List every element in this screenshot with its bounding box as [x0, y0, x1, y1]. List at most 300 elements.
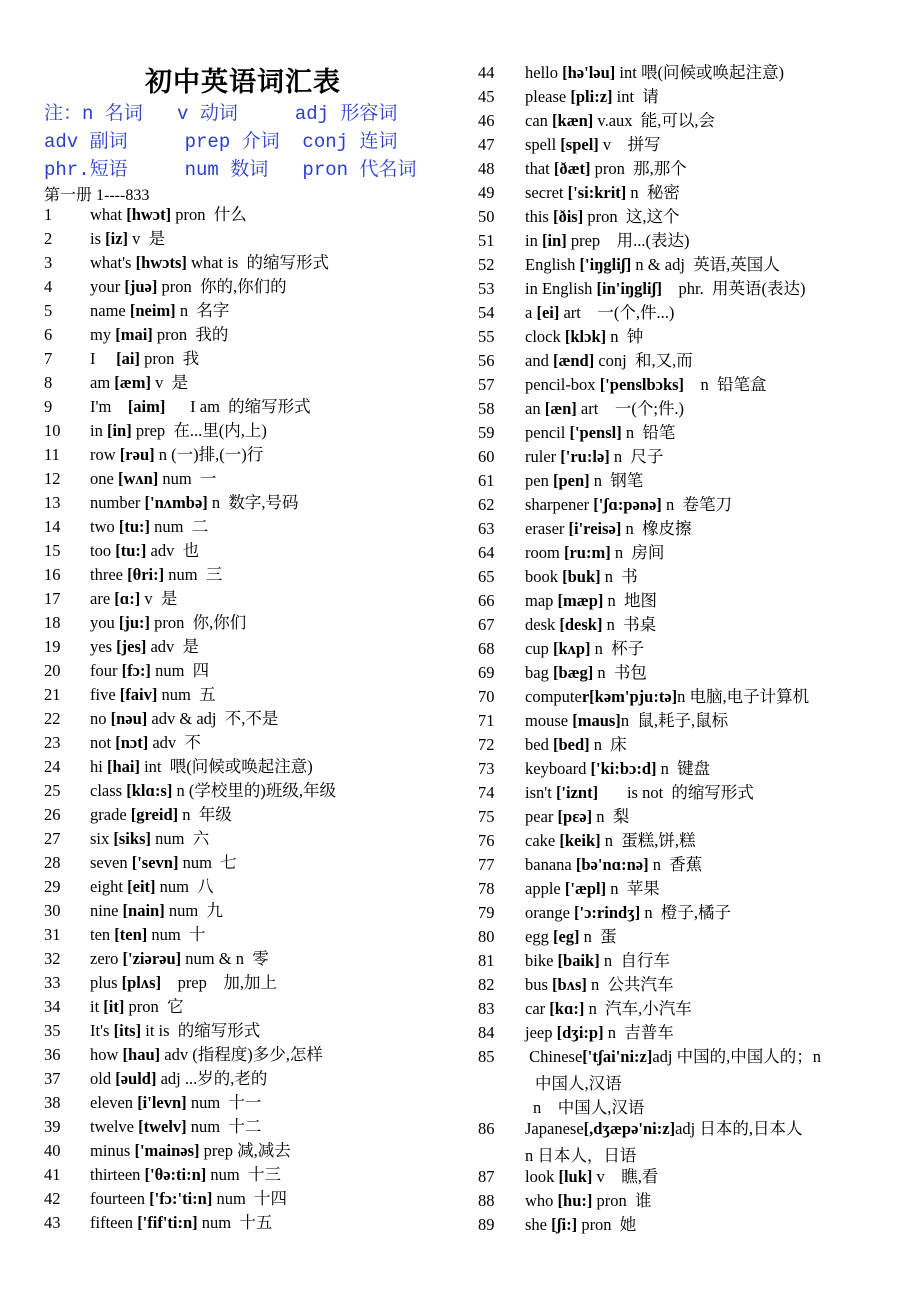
entry-meaning: n 公共汽车 — [586, 975, 674, 994]
entry-meaning: n 铅笔 — [621, 423, 676, 442]
entry-word: plus — [90, 973, 122, 992]
entry-word: zero — [90, 949, 123, 968]
entry-meaning: n 年级 — [178, 805, 232, 824]
entry-phonetic: [kʌp] — [552, 639, 591, 658]
entry-word: bag — [525, 663, 553, 682]
entry-meaning: num 九 — [164, 901, 223, 920]
entry-number: 36 — [44, 1045, 61, 1064]
entry-text — [525, 877, 660, 901]
entry-text — [90, 251, 329, 275]
entry-phonetic: ['ʃɑ:pənə] — [593, 495, 662, 514]
entry-text — [525, 373, 767, 397]
entry-85-continuation-1: 中国人,汉语 — [535, 1074, 622, 1093]
entry-number: 23 — [44, 733, 61, 752]
entry-phonetic: ['si:krit] — [567, 183, 627, 202]
page-title: 初中英语词汇表 — [145, 67, 341, 97]
entry-meaning: n 钢笔 — [589, 471, 644, 490]
entry-meaning: n 名字 — [175, 301, 230, 320]
entry-word: pencil — [525, 423, 570, 442]
entry-meaning: adv 也 — [146, 541, 200, 560]
entry-number: 52 — [478, 255, 495, 274]
entry-number: 29 — [44, 877, 61, 896]
entry-word: compute — [525, 687, 582, 706]
entry-word: your — [90, 277, 125, 296]
entry-text — [90, 1139, 291, 1163]
entry-phonetic: [tu:] — [118, 517, 151, 536]
legend-line-2: adv 副词 prep 介词 conj 连词 — [44, 131, 398, 153]
entry-number: 59 — [478, 423, 495, 442]
entry-phonetic: [neim] — [129, 301, 176, 320]
entry-text — [525, 997, 692, 1021]
entry-meaning: pron 这,这个 — [583, 207, 680, 226]
entry-meaning: num 十一 — [186, 1093, 262, 1112]
entry-word: It's — [90, 1021, 114, 1040]
entry-number: 47 — [478, 135, 495, 154]
entry-meaning: num 七 — [178, 853, 237, 872]
entry-number: 30 — [44, 901, 61, 920]
entry-number: 87 — [478, 1167, 495, 1186]
entry-meaning: num 一 — [158, 469, 217, 488]
entry-phonetic: [ten] — [114, 925, 148, 944]
entry-phonetic: [ru:m] — [563, 543, 611, 562]
entry-word: I'm — [90, 397, 128, 416]
entry-phonetic: ['æpl] — [564, 879, 607, 898]
entry-text — [90, 395, 311, 419]
entry-text — [90, 947, 269, 971]
entry-meaning: n 自行车 — [599, 951, 670, 970]
entry-number: 15 — [44, 541, 61, 560]
entry-word: banana — [525, 855, 576, 874]
entry-word: five — [90, 685, 120, 704]
entry-phonetic: [i'reisə] — [568, 519, 622, 538]
entry-meaning: prep 用...(表达) — [566, 231, 690, 250]
entry-meaning: adv 不 — [148, 733, 201, 752]
entry-meaning: n 床 — [589, 735, 627, 754]
entry-phonetic: [buk] — [562, 567, 601, 586]
entry-phonetic: [ai] — [116, 349, 140, 368]
entry-meaning: n 吉普车 — [603, 1023, 674, 1042]
entry-text — [90, 851, 237, 875]
entry-phonetic: [its] — [113, 1021, 142, 1040]
entry-word: hello — [525, 63, 563, 82]
entry-meaning: v 是 — [128, 229, 166, 248]
entry-word: old — [90, 1069, 116, 1088]
entry-word: minus — [90, 1141, 135, 1160]
entry-number: 10 — [44, 421, 61, 440]
entry-phonetic: [ju:] — [118, 613, 151, 632]
entry-number: 31 — [44, 925, 61, 944]
entry-word: ruler — [525, 447, 561, 466]
entry-number: 27 — [44, 829, 61, 848]
entry-word: are — [90, 589, 115, 608]
entry-word: too — [90, 541, 116, 560]
entry-meaning: n 汽车,小汽车 — [584, 999, 692, 1018]
entry-number: 60 — [478, 447, 495, 466]
entry-word: in — [90, 421, 107, 440]
entry-text — [525, 925, 617, 949]
entry-word: book — [525, 567, 563, 586]
entry-text — [90, 1067, 267, 1091]
entry-meaning: num 十四 — [212, 1189, 288, 1208]
entry-number: 38 — [44, 1093, 61, 1112]
entry-phonetic: [ʃi:] — [551, 1215, 578, 1234]
entry-text — [90, 203, 247, 227]
entry-number: 61 — [478, 471, 495, 490]
entry-word: isn't — [525, 783, 556, 802]
entry-number: 57 — [478, 375, 495, 394]
entry-meaning: n 香蕉 — [648, 855, 703, 874]
entry-number: 32 — [44, 949, 61, 968]
entry-text — [90, 1043, 323, 1067]
entry-meaning: v 是 — [140, 589, 178, 608]
entry-text — [90, 611, 246, 635]
entry-text — [525, 853, 702, 877]
entry-meaning: n 书包 — [593, 663, 647, 682]
entry-text — [90, 827, 209, 851]
entry-meaning: prep 加,加上 — [161, 973, 278, 992]
entry-word: in — [525, 231, 542, 250]
entry-word: eight — [90, 877, 128, 896]
entry-phonetic: [i'levn] — [137, 1093, 187, 1112]
book-range-label: 第一册 1----833 — [44, 187, 150, 204]
entry-number: 3 — [44, 253, 53, 272]
entry-phonetic: [ðis] — [552, 207, 584, 226]
entry-text — [525, 901, 731, 925]
entry-word: Chinese — [525, 1047, 583, 1066]
entry-word: fifteen — [90, 1213, 138, 1232]
entry-text — [525, 157, 687, 181]
entry-86-continuation-1: n 日本人，日语 — [525, 1146, 637, 1165]
entry-phonetic: ['fif'ti:n] — [137, 1213, 198, 1232]
entry-text — [525, 1021, 674, 1045]
entry-word: eleven — [90, 1093, 138, 1112]
entry-number: 35 — [44, 1021, 61, 1040]
entry-word: thirteen — [90, 1165, 145, 1184]
entry-meaning: adj 日本的,日本人 — [675, 1119, 803, 1138]
entry-text — [90, 779, 336, 803]
entry-text — [90, 923, 206, 947]
entry-number: 37 — [44, 1069, 61, 1088]
entry-phonetic: [nɔt] — [115, 733, 149, 752]
entry-meaning: pron 那,那个 — [590, 159, 687, 178]
entry-meaning: num 二 — [150, 517, 209, 536]
entry-phonetic: [pεə] — [557, 807, 593, 826]
entry-text — [90, 731, 201, 755]
entry-meaning: int 请 — [612, 87, 659, 106]
entry-phonetic: [θri:] — [127, 565, 165, 584]
entry-text — [90, 467, 217, 491]
entry-number: 19 — [44, 637, 61, 656]
entry-word: class — [90, 781, 127, 800]
entry-word: an — [525, 399, 545, 418]
entry-phonetic: [eg] — [552, 927, 580, 946]
entry-word: mouse — [525, 711, 573, 730]
entry-number: 67 — [478, 615, 495, 634]
entry-number: 5 — [44, 301, 53, 320]
entry-word: a — [525, 303, 537, 322]
entry-number: 79 — [478, 903, 495, 922]
entry-phonetic: [rəu] — [119, 445, 155, 464]
entry-meaning: phr. 用英语(表达) — [662, 279, 806, 298]
entry-meaning: adv (指程度)多少,怎样 — [160, 1045, 323, 1064]
entry-phonetic: ['pensl] — [569, 423, 622, 442]
entry-number: 11 — [44, 445, 60, 464]
entry-number: 42 — [44, 1189, 61, 1208]
entry-text — [90, 491, 299, 515]
entry-word: name — [90, 301, 130, 320]
entry-text — [90, 299, 229, 323]
entry-phonetic: [wʌn] — [117, 469, 159, 488]
entry-meaning: num 五 — [157, 685, 216, 704]
entry-word: desk — [525, 615, 560, 634]
entry-meaning: adv & adj 不,不是 — [147, 709, 279, 728]
entry-meaning: n 键盘 — [656, 759, 711, 778]
entry-word: keyboard — [525, 759, 591, 778]
entry-phonetic: [klɔk] — [564, 327, 607, 346]
entry-phonetic: [hə'ləu] — [562, 63, 616, 82]
entry-phonetic: [hai] — [106, 757, 140, 776]
entry-meaning: n 钟 — [606, 327, 644, 346]
entry-text — [90, 635, 199, 659]
entry-text — [90, 1163, 281, 1187]
entry-number: 44 — [478, 63, 495, 82]
entry-word: sharpener — [525, 495, 594, 514]
entry-number: 80 — [478, 927, 495, 946]
entry-phonetic: ['iŋgliʃ] — [579, 255, 632, 274]
entry-text — [525, 133, 661, 157]
entry-meaning: n 卷笔刀 — [661, 495, 732, 514]
entry-phonetic: [kæn] — [552, 111, 594, 130]
entry-number: 78 — [478, 879, 495, 898]
entry-word: is — [90, 229, 106, 248]
entry-phonetic: [maus] — [572, 711, 621, 730]
entry-number: 74 — [478, 783, 495, 802]
entry-text — [525, 493, 732, 517]
entry-text — [525, 253, 780, 277]
entry-phonetic: [kɑ:] — [549, 999, 585, 1018]
entry-phonetic: [tu:] — [115, 541, 147, 560]
entry-phonetic: [eit] — [127, 877, 156, 896]
entry-text — [90, 539, 199, 563]
entry-number: 82 — [478, 975, 495, 994]
entry-meaning: adj ...岁的,老的 — [156, 1069, 268, 1088]
entry-phonetic: [nəu] — [110, 709, 148, 728]
entry-number: 39 — [44, 1117, 61, 1136]
entry-word: row — [90, 445, 120, 464]
entry-phonetic: [hu:] — [557, 1191, 593, 1210]
entry-phonetic: [luk] — [558, 1167, 593, 1186]
entry-word: bike — [525, 951, 558, 970]
entry-meaning: v 拼写 — [598, 135, 661, 154]
entry-number: 12 — [44, 469, 61, 488]
entry-text — [90, 707, 278, 731]
entry-word: my — [90, 325, 116, 344]
entry-phonetic: [aim] — [127, 397, 166, 416]
entry-text — [525, 301, 674, 325]
entry-meaning: pron 你的,你们的 — [157, 277, 287, 296]
entry-number: 33 — [44, 973, 61, 992]
entry-word: eraser — [525, 519, 569, 538]
entry-word: what's — [90, 253, 136, 272]
entry-number: 76 — [478, 831, 495, 850]
entry-text — [525, 445, 663, 469]
entry-number: 70 — [478, 687, 495, 706]
entry-phonetic: [æm] — [114, 373, 151, 392]
entry-phonetic: [ðæt] — [553, 159, 591, 178]
entry-text — [90, 275, 287, 299]
entry-text — [90, 1019, 260, 1043]
entry-number: 71 — [478, 711, 495, 730]
entry-number: 66 — [478, 591, 495, 610]
entry-text — [525, 469, 643, 493]
entry-phonetic: ['nʌmbə] — [144, 493, 208, 512]
entry-phonetic: [plʌs] — [121, 973, 162, 992]
entry-number: 13 — [44, 493, 61, 512]
entry-meaning: prep 在...里(内,上) — [131, 421, 267, 440]
entry-text — [525, 421, 675, 445]
entry-text — [90, 971, 277, 995]
entry-text — [90, 443, 263, 467]
entry-meaning: n 书 — [600, 567, 638, 586]
entry-number: 56 — [478, 351, 495, 370]
entry-meaning: art 一(个,件...) — [559, 303, 675, 322]
entry-word: I — [90, 349, 117, 368]
entry-meaning: num 十二 — [186, 1117, 262, 1136]
entry-word: egg — [525, 927, 553, 946]
entry-word: spell — [525, 135, 561, 154]
entry-phonetic: [in] — [541, 231, 567, 250]
entry-number: 72 — [478, 735, 495, 754]
entry-number: 20 — [44, 661, 61, 680]
entry-meaning: pron 谁 — [592, 1191, 652, 1210]
entry-text — [525, 685, 809, 709]
entry-text — [525, 1189, 652, 1213]
entry-text — [525, 229, 690, 253]
entry-meaning: pron 我 — [139, 349, 200, 368]
entry-number: 63 — [478, 519, 495, 538]
entry-text — [90, 1211, 272, 1235]
entry-text — [525, 757, 710, 781]
entry-meaning: n & adj 英语,英国人 — [631, 255, 780, 274]
entry-phonetic: [æn] — [544, 399, 577, 418]
entry-number: 86 — [478, 1119, 495, 1138]
entry-meaning: n 电脑,电子计算机 — [677, 687, 810, 706]
entry-text — [90, 515, 208, 539]
entry-text — [90, 227, 165, 251]
entry-phonetic: [in] — [106, 421, 132, 440]
entry-word: no — [90, 709, 111, 728]
entry-number: 18 — [44, 613, 61, 632]
entry-meaning: pron 它 — [124, 997, 184, 1016]
entry-word: how — [90, 1045, 123, 1064]
entry-number: 49 — [478, 183, 495, 202]
entry-word: in English — [525, 279, 597, 298]
entry-meaning: it is 的缩写形式 — [141, 1021, 261, 1040]
entry-number: 64 — [478, 543, 495, 562]
entry-number: 51 — [478, 231, 495, 250]
entry-meaning: num 八 — [155, 877, 214, 896]
entry-number: 65 — [478, 567, 495, 586]
entry-number: 26 — [44, 805, 61, 824]
entry-phonetic: [it] — [103, 997, 125, 1016]
entry-text — [90, 1115, 261, 1139]
entry-number: 62 — [478, 495, 495, 514]
entry-phonetic: [pli:z] — [570, 87, 613, 106]
entry-meaning: v.aux 能,可以,会 — [593, 111, 716, 130]
entry-text — [525, 589, 657, 613]
entry-word: car — [525, 999, 550, 1018]
entry-text — [525, 349, 693, 373]
entry-word: yes — [90, 637, 117, 656]
entry-word: clock — [525, 327, 565, 346]
entry-text — [90, 875, 214, 899]
entry-number: 83 — [478, 999, 495, 1018]
entry-85-continuation-2: n 中国人,汉语 — [533, 1098, 645, 1117]
entry-phonetic: ['ki:bɔ:d] — [590, 759, 657, 778]
entry-phonetic: [ɑ:] — [114, 589, 141, 608]
entry-number: 81 — [478, 951, 495, 970]
entry-number: 6 — [44, 325, 53, 344]
entry-phonetic: ['θə:ti:n] — [144, 1165, 207, 1184]
entry-meaning: n 橡皮擦 — [621, 519, 692, 538]
entry-meaning: n 铅笔盒 — [684, 375, 767, 394]
entry-number: 21 — [44, 685, 61, 704]
entry-word: one — [90, 469, 118, 488]
entry-meaning: n 房间 — [610, 543, 665, 562]
entry-number: 14 — [44, 517, 61, 536]
entry-word: ten — [90, 925, 115, 944]
entry-meaning: n 梨 — [592, 807, 630, 826]
entry-number: 53 — [478, 279, 495, 298]
entry-number: 55 — [478, 327, 495, 346]
entry-text — [525, 613, 656, 637]
entry-phonetic: [mai] — [115, 325, 153, 344]
entry-text — [90, 563, 222, 587]
legend-line-3: phr.短语 num 数词 pron 代名词 — [44, 159, 417, 181]
entry-phonetic: [baik] — [557, 951, 600, 970]
entry-phonetic: [ænd] — [552, 351, 595, 370]
entry-text — [525, 781, 754, 805]
entry-word: orange — [525, 903, 575, 922]
entry-phonetic: [hwɔt] — [126, 205, 172, 224]
entry-phonetic: [klɑ:s] — [126, 781, 173, 800]
entry-phonetic: ['sevn] — [131, 853, 179, 872]
entry-word: cup — [525, 639, 553, 658]
entry-text — [525, 541, 664, 565]
entry-meaning: num 三 — [164, 565, 223, 584]
entry-phonetic: [ei] — [536, 303, 560, 322]
entry-phonetic: ['ziərəu] — [122, 949, 182, 968]
entry-phonetic: [keik] — [559, 831, 601, 850]
entry-word: seven — [90, 853, 132, 872]
entry-text — [525, 397, 684, 421]
entry-word: Japanese — [525, 1119, 584, 1138]
legend-line-1: 注：n 名词 v 动词 adj 形容词 — [44, 103, 398, 125]
entry-number: 8 — [44, 373, 53, 392]
entry-meaning: n 橙子,橘子 — [640, 903, 731, 922]
entry-number: 46 — [478, 111, 495, 130]
entry-number: 75 — [478, 807, 495, 826]
entry-text — [525, 733, 627, 757]
entry-phonetic: [bʌs] — [552, 975, 587, 994]
entry-phonetic: [twelv] — [138, 1117, 187, 1136]
entry-word: four — [90, 661, 122, 680]
entry-number: 1 — [44, 205, 53, 224]
entry-meaning: n 书桌 — [602, 615, 657, 634]
entry-word: secret — [525, 183, 568, 202]
entry-word: hi — [90, 757, 107, 776]
entry-word: am — [90, 373, 115, 392]
